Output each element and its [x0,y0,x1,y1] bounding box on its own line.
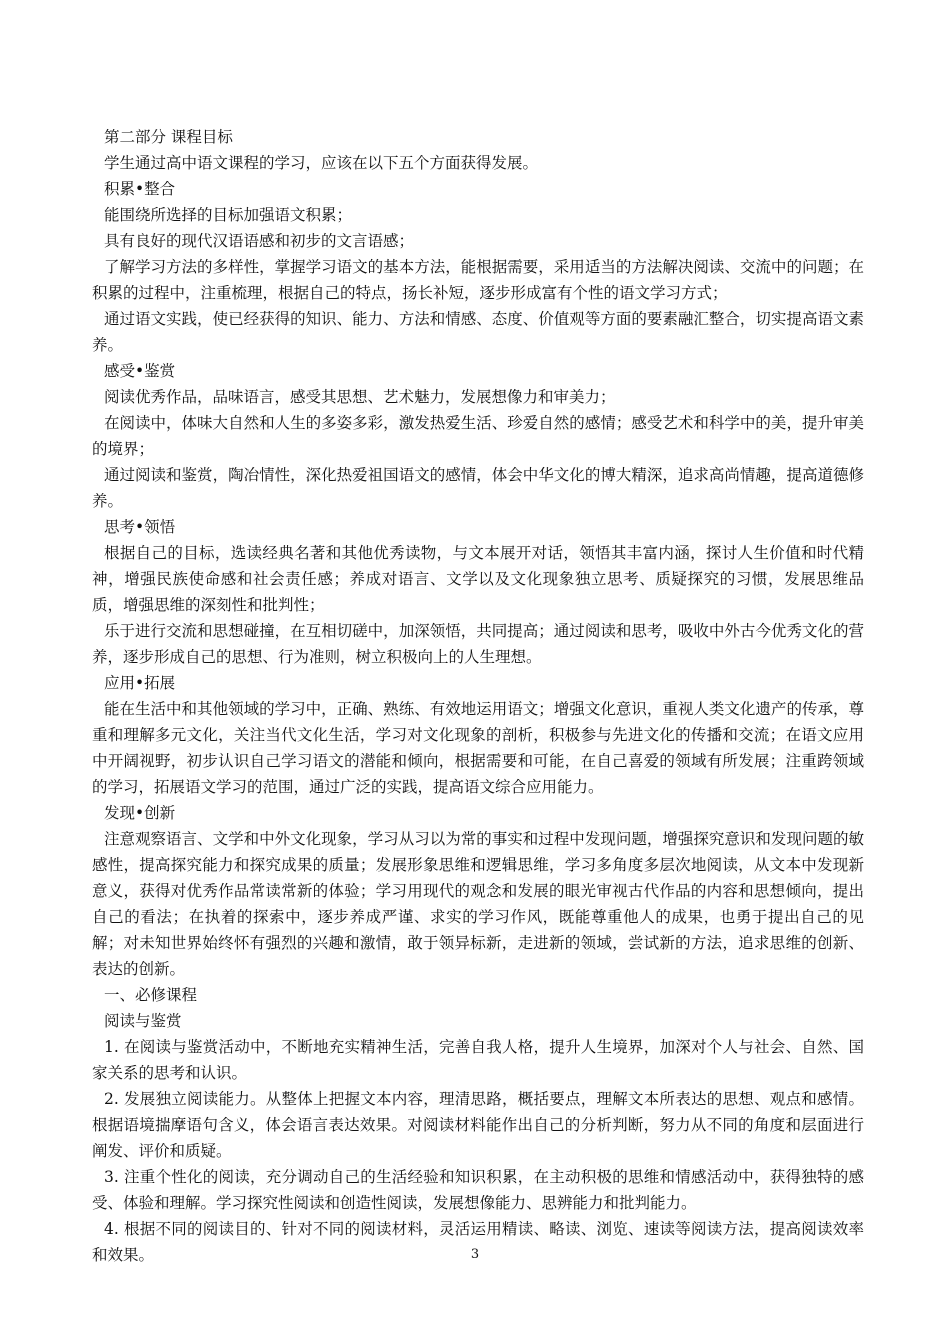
subheading-required-course: 一、必修课程 [104,986,198,1004]
paragraph: 通过阅读和鉴赏，陶冶情性，深化热爱祖国语文的感情，体会中华文化的博大精深，追求高尚情趣，提高道德修养。 [92,466,864,510]
paragraph: 能在生活中和其他领域的学习中，正确、熟练、有效地运用语文；增强文化意识，重视人类文化遗产的传承，尊重和理解多元文化，关注当代文化生活，学习对文化现象的剖析，积极参与先进文化的传播和交流；在语文应用中开阔视野，初步认识自己学习语文的潜能和倾向，根据需要和可能，在自己喜爱的领域有所发展；注重跨领域的学习，拓展语文学习的范围，通过广泛的实践，提高语文综合应用能力。 [92,700,864,796]
paragraph: 了解学习方法的多样性，掌握学习语文的基本方法，能根据需要，采用适当的方法解决阅读、交流中的问题；在积累的过程中，注重梳理，根据自己的特点，扬长补短，逐步形成富有个性的语文学习方式； [92,258,864,302]
paragraph: 乐于进行交流和思想碰撞，在互相切磋中，加深领悟，共同提高；通过阅读和思考，吸收中外古今优秀文化的营养，逐步形成自己的思想、行为准则，树立积极向上的人生理想。 [92,622,864,666]
paragraph: 能围绕所选择的目标加强语文积累； [104,206,353,224]
paragraph: 在阅读中，体味大自然和人生的多姿多彩，激发热爱生活、珍爱自然的感情；感受艺术和科学中的美，提升审美的境界； [92,414,864,458]
list-item: 3. 注重个性化的阅读，充分调动自己的生活经验和知识积累，在主动积极的思维和情感活动中，获得独特的感受、体验和理解。学习探究性阅读和创造性阅读，发展想像能力、思辨能力和批判能力。 [92,1168,864,1212]
list-item: 4. 根据不同的阅读目的、针对不同的阅读材料，灵活运用精读、略读、浏览、速读等阅读方法，提高阅读效率和效果。 [92,1220,864,1264]
page-number: 3 [470,1247,480,1262]
paragraph: 具有良好的现代汉语语感和初步的文言语感； [104,232,415,250]
intro-paragraph: 学生通过高中语文课程的学习，应该在以下五个方面获得发展。 [104,154,539,172]
paragraph: 通过语文实践，使已经获得的知识、能力、方法和情感、态度、价值观等方面的要素融汇整合，切实提高语文素养。 [92,310,864,354]
subheading-discover: 发现•创新 [104,804,176,822]
paragraph: 根据自己的目标，选读经典名著和其他优秀读物，与文本展开对话，领悟其丰富内涵，探讨人生价值和时代精神，增强民族使命感和社会责任感；养成对语言、文学以及文化现象独立思考、质疑探究的习惯，发展思维品质，增强思维的深刻性和批判性； [92,544,864,614]
subheading-think: 思考•领悟 [104,518,176,536]
paragraph: 注意观察语言、文学和中外文化现象，学习从习以为常的事实和过程中发现问题，增强探究意识和发现问题的敏感性，提高探究能力和探究成果的质量；发展形象思维和逻辑思维，学习多角度多层次地阅读，从文本中发现新意义，获得对优秀作品常读常新的体验；学习用现代的观念和发展的眼光审视古代作品的内容和思想倾向，提出自己的看法；在执着的探索中，逐步养成严谨、求实的学习作风，既能尊重他人的成果，也勇于提出自己的见解；对未知世界始终怀有强烈的兴趣和激情，敢于领异标新，走进新的领域，尝试新的方法，追求思维的创新、表达的创新。 [92,830,864,978]
subheading-appreciate: 感受•鉴赏 [104,362,176,380]
paragraph: 阅读优秀作品，品味语言，感受其思想、艺术魅力，发展想像力和审美力； [104,388,616,406]
list-item: 1. 在阅读与鉴赏活动中，不断地充实精神生活，完善自我人格，提升人生境界，加深对个人与社会、自然、国家关系的思考和认识。 [92,1038,864,1082]
subheading-reading: 阅读与鉴赏 [104,1012,182,1030]
subheading-accumulate: 积累•整合 [104,180,176,198]
document-body [92,124,864,1268]
list-item: 2. 发展独立阅读能力。从整体上把握文本内容，理清思路，概括要点，理解文本所表达的思想、观点和感情。根据语境揣摩语句含义，体会语言表达效果。对阅读材料能作出自己的分析判断，努力从不同的角度和层面进行阐发、评价和质疑。 [92,1090,864,1160]
subheading-apply: 应用•拓展 [104,674,176,692]
section-title: 第二部分 课程目标 [104,128,233,146]
